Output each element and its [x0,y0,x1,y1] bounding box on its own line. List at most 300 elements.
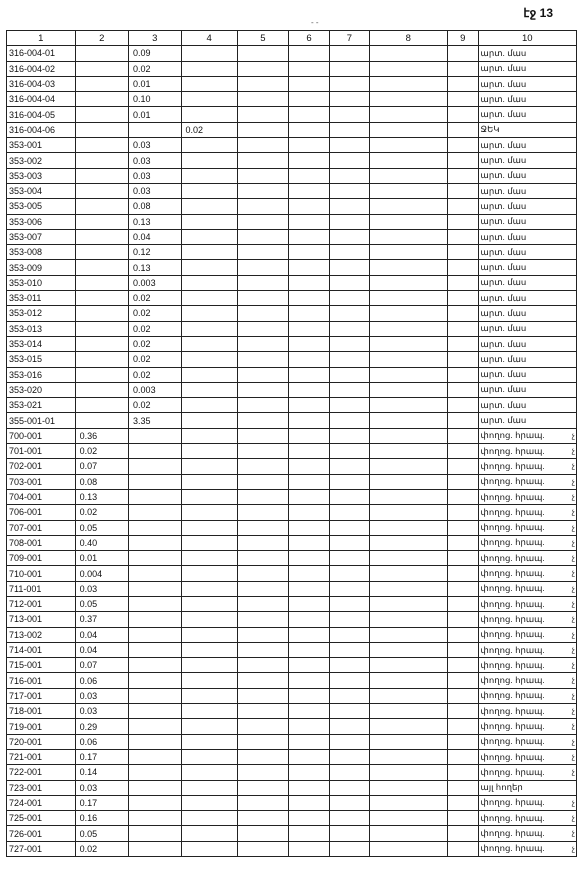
cell-col-1: 710-001 [7,566,76,581]
cell-col-9 [448,321,479,336]
cell-col-1: 353-008 [7,245,76,260]
cell-col-4 [181,474,237,489]
cell-col-10: փողոց. հրապ. [478,673,576,688]
cell-col-2 [75,352,128,367]
cell-col-8 [369,749,447,764]
column-header-4: 4 [181,31,237,46]
cell-col-2 [75,367,128,382]
cell-col-6 [288,275,329,290]
margin-mark: չ [571,553,575,562]
cell-col-1: 316-004-06 [7,122,76,137]
cell-col-1: 722-001 [7,765,76,780]
cell-col-2: 0.01 [75,551,128,566]
cell-col-8 [369,596,447,611]
cell-col-10: փողոց. հրապ. [478,474,576,489]
cell-col-3: 0.13 [129,214,181,229]
cell-col-1: 702-001 [7,459,76,474]
cell-col-7 [330,551,369,566]
cell-col-2 [75,336,128,351]
cell-col-4 [181,398,237,413]
cell-col-2: 0.03 [75,688,128,703]
cell-col-1: 700-001 [7,428,76,443]
cell-col-6 [288,46,329,61]
cell-col-4 [181,841,237,856]
cell-col-6 [288,321,329,336]
cell-col-9 [448,153,479,168]
cell-col-6 [288,459,329,474]
column-header-8: 8 [369,31,447,46]
margin-mark: չ [571,798,575,807]
cell-col-3 [129,428,181,443]
cell-col-1: 717-001 [7,688,76,703]
column-header-3: 3 [129,31,181,46]
cell-col-7 [330,520,369,535]
cell-col-6 [288,749,329,764]
cell-col-3: 0.08 [129,199,181,214]
table-header-row [7,31,577,46]
cell-col-2: 0.40 [75,535,128,550]
cell-col-6 [288,138,329,153]
cell-col-6 [288,92,329,107]
cell-col-5 [237,76,288,91]
cell-col-7 [330,673,369,688]
cell-col-5 [237,183,288,198]
cell-col-5 [237,566,288,581]
column-header-6: 6 [288,31,329,46]
cell-col-7 [330,444,369,459]
cell-col-4 [181,658,237,673]
cell-col-4 [181,336,237,351]
cell-col-1: 707-001 [7,520,76,535]
margin-mark: չ [571,813,575,822]
cell-col-8 [369,336,447,351]
cell-col-2: 0.14 [75,765,128,780]
cell-col-5 [237,719,288,734]
cell-col-4 [181,459,237,474]
cell-col-4 [181,505,237,520]
cell-col-10: փողոց. հրապ. [478,841,576,856]
cell-col-8 [369,765,447,780]
cell-col-9 [448,811,479,826]
margin-mark: չ [571,844,575,853]
cell-col-7 [330,612,369,627]
table-row [7,260,577,275]
cell-col-3 [129,581,181,596]
cell-col-1: 703-001 [7,474,76,489]
cell-col-2 [75,382,128,397]
cell-col-8 [369,260,447,275]
table-row [7,505,577,520]
cell-col-3: 0.02 [129,398,181,413]
cell-col-2: 0.02 [75,444,128,459]
cell-col-2: 0.13 [75,489,128,504]
cell-col-9 [448,444,479,459]
cell-col-4 [181,551,237,566]
cell-col-4 [181,107,237,122]
cell-col-5 [237,749,288,764]
table-row [7,352,577,367]
cell-col-10: արտ. մաս [478,260,576,275]
cell-col-2 [75,321,128,336]
cell-col-8 [369,658,447,673]
cell-col-3 [129,688,181,703]
cell-col-5 [237,321,288,336]
cell-col-8 [369,367,447,382]
cell-col-9 [448,826,479,841]
cell-col-8 [369,826,447,841]
cell-col-4 [181,566,237,581]
cell-col-10: փողոց. հրապ. [478,520,576,535]
cell-col-5 [237,581,288,596]
cell-col-7 [330,229,369,244]
cell-col-10: արտ. մաս [478,321,576,336]
cell-col-6 [288,811,329,826]
table-row [7,581,577,596]
cell-col-1: 709-001 [7,551,76,566]
cell-col-5 [237,658,288,673]
table-row [7,489,577,504]
cell-col-10: արտ. մաս [478,76,576,91]
cell-col-10: արտ. մաս [478,245,576,260]
cell-col-3 [129,122,181,137]
cell-col-5 [237,336,288,351]
cell-col-4 [181,749,237,764]
cell-col-7 [330,658,369,673]
cell-col-8 [369,704,447,719]
cell-col-9 [448,92,479,107]
cell-col-8 [369,780,447,795]
cell-col-9 [448,505,479,520]
cell-col-3: 0.01 [129,76,181,91]
cell-col-10: արտ. մաս [478,138,576,153]
cell-col-10: փողոց. հրապ. [478,505,576,520]
cell-col-9 [448,749,479,764]
table-row [7,229,577,244]
table-row [7,658,577,673]
cell-col-1: 316-004-01 [7,46,76,61]
cell-col-6 [288,627,329,642]
cell-col-5 [237,734,288,749]
cell-col-1: 353-006 [7,214,76,229]
cell-col-10: արտ. մաս [478,107,576,122]
cell-col-9 [448,183,479,198]
cell-col-7 [330,811,369,826]
cell-col-2 [75,168,128,183]
cell-col-3 [129,566,181,581]
cell-col-10: փողոց. հրապ. [478,795,576,810]
cell-col-6 [288,199,329,214]
cell-col-5 [237,107,288,122]
margin-mark: չ [571,645,575,654]
cell-col-3 [129,474,181,489]
cell-col-7 [330,352,369,367]
cell-col-10: փողոց. հրապ. [478,535,576,550]
cell-col-4 [181,612,237,627]
cell-col-2 [75,214,128,229]
cell-col-6 [288,841,329,856]
cell-col-6 [288,444,329,459]
margin-mark: չ [571,523,575,532]
cell-col-4 [181,367,237,382]
table-row [7,765,577,780]
cell-col-4 [181,413,237,428]
cell-col-7 [330,765,369,780]
cell-col-8 [369,46,447,61]
table-row [7,367,577,382]
cell-col-2 [75,260,128,275]
cell-col-3 [129,734,181,749]
cell-col-5 [237,780,288,795]
cell-col-1: 714-001 [7,642,76,657]
cell-col-3: 0.03 [129,168,181,183]
margin-mark: չ [571,507,575,516]
cell-col-4 [181,382,237,397]
cell-col-7 [330,780,369,795]
cell-col-5 [237,627,288,642]
cell-col-1: 719-001 [7,719,76,734]
cell-col-3 [129,505,181,520]
cell-col-6 [288,535,329,550]
cell-col-7 [330,122,369,137]
cell-col-3 [129,749,181,764]
cell-col-9 [448,107,479,122]
table-row [7,841,577,856]
cell-col-8 [369,245,447,260]
cell-col-3 [129,535,181,550]
cell-col-4 [181,673,237,688]
cell-col-4 [181,76,237,91]
cell-col-2 [75,61,128,76]
cell-col-4 [181,428,237,443]
cell-col-2: 0.05 [75,596,128,611]
margin-mark: չ [571,675,575,684]
cell-col-1: 720-001 [7,734,76,749]
cell-col-3 [129,765,181,780]
table-row [7,520,577,535]
margin-mark: չ [571,767,575,776]
cell-col-9 [448,352,479,367]
cell-col-7 [330,734,369,749]
cell-col-5 [237,841,288,856]
cell-col-10: արտ. մաս [478,92,576,107]
cell-col-10: փողոց. հրապ. [478,719,576,734]
table-row [7,459,577,474]
table-row [7,46,577,61]
cell-col-10: փողոց. հրապ. [478,551,576,566]
cell-col-8 [369,489,447,504]
cell-col-9 [448,719,479,734]
cell-col-5 [237,596,288,611]
cell-col-10: փողոց. հրապ. [478,596,576,611]
cell-col-10: արտ. մաս [478,61,576,76]
cell-col-6 [288,658,329,673]
cell-col-4 [181,260,237,275]
cell-col-4 [181,199,237,214]
cell-col-9 [448,46,479,61]
cell-col-2 [75,138,128,153]
margin-mark: չ [571,568,575,577]
cell-col-5 [237,428,288,443]
cell-col-10: արտ. մաս [478,46,576,61]
cell-col-4 [181,780,237,795]
cell-col-9 [448,581,479,596]
cell-col-2 [75,76,128,91]
cell-col-10: փողոց. հրապ. [478,627,576,642]
cell-col-5 [237,795,288,810]
cell-col-9 [448,551,479,566]
cell-col-7 [330,627,369,642]
table-row [7,107,577,122]
margin-mark: չ [571,492,575,501]
cell-col-10: փողոց. հրապ. [478,811,576,826]
table-row [7,291,577,306]
cell-col-2 [75,92,128,107]
cell-col-6 [288,398,329,413]
cell-col-4 [181,229,237,244]
cell-col-8 [369,673,447,688]
cell-col-10: արտ. մաս [478,382,576,397]
cell-col-5 [237,535,288,550]
cell-col-7 [330,596,369,611]
cell-col-5 [237,612,288,627]
table-row [7,92,577,107]
cell-col-8 [369,61,447,76]
cell-col-3: 0.02 [129,291,181,306]
cell-col-1: 353-005 [7,199,76,214]
cell-col-9 [448,245,479,260]
cell-col-5 [237,46,288,61]
cell-col-6 [288,122,329,137]
table-row [7,306,577,321]
cell-col-2 [75,107,128,122]
margin-mark: չ [571,828,575,837]
cell-col-9 [448,291,479,306]
cell-col-7 [330,260,369,275]
cell-col-1: 316-004-02 [7,61,76,76]
cell-col-5 [237,229,288,244]
cell-col-3 [129,826,181,841]
cell-col-7 [330,566,369,581]
cell-col-9 [448,489,479,504]
cell-col-3: 0.09 [129,46,181,61]
cell-col-3 [129,780,181,795]
cell-col-1: 353-004 [7,183,76,198]
cell-col-7 [330,168,369,183]
cell-col-7 [330,688,369,703]
cell-col-10: արտ. մաս [478,214,576,229]
cell-col-8 [369,413,447,428]
table-row [7,780,577,795]
cell-col-2 [75,183,128,198]
cell-col-4 [181,811,237,826]
cell-col-1: 726-001 [7,826,76,841]
cell-col-9 [448,765,479,780]
cell-col-2 [75,245,128,260]
cell-col-8 [369,612,447,627]
page-number-label: էջ 13 [523,6,553,20]
cell-col-9 [448,382,479,397]
cell-col-4 [181,489,237,504]
table-row [7,275,577,290]
cell-col-7 [330,107,369,122]
cell-col-8 [369,153,447,168]
cell-col-9 [448,428,479,443]
cell-col-3 [129,459,181,474]
cell-col-6 [288,780,329,795]
cell-col-3 [129,489,181,504]
cell-col-5 [237,275,288,290]
cell-col-2 [75,153,128,168]
cell-col-4 [181,535,237,550]
cell-col-3 [129,811,181,826]
cell-col-5 [237,398,288,413]
cell-col-5 [237,92,288,107]
cell-col-1: 701-001 [7,444,76,459]
cell-col-6 [288,704,329,719]
cell-col-7 [330,704,369,719]
cell-col-8 [369,92,447,107]
cell-col-6 [288,520,329,535]
table-row [7,688,577,703]
table-row [7,76,577,91]
margin-mark: չ [571,630,575,639]
cell-col-2 [75,229,128,244]
cell-col-3: 3.35 [129,413,181,428]
cell-col-4 [181,765,237,780]
cell-col-5 [237,199,288,214]
cell-col-1: 706-001 [7,505,76,520]
cell-col-3 [129,596,181,611]
cell-col-8 [369,275,447,290]
cell-col-9 [448,367,479,382]
cell-col-3 [129,704,181,719]
cell-col-1: 715-001 [7,658,76,673]
column-header-2: 2 [75,31,128,46]
table-row [7,811,577,826]
table-row [7,566,577,581]
cell-col-6 [288,229,329,244]
cell-col-6 [288,260,329,275]
column-header-1: 1 [7,31,76,46]
cell-col-1: 353-011 [7,291,76,306]
cell-col-6 [288,336,329,351]
cell-col-5 [237,459,288,474]
cell-col-7 [330,76,369,91]
cell-col-4 [181,245,237,260]
cell-col-1: 704-001 [7,489,76,504]
cell-col-6 [288,245,329,260]
cell-col-10: փողոց. հրապ. [478,566,576,581]
cell-col-5 [237,413,288,428]
cell-col-8 [369,474,447,489]
cell-col-3 [129,612,181,627]
cell-col-8 [369,535,447,550]
cell-col-5 [237,367,288,382]
table-row [7,413,577,428]
cell-col-1: 353-010 [7,275,76,290]
cell-col-5 [237,642,288,657]
cell-col-5 [237,382,288,397]
cell-col-8 [369,291,447,306]
cell-col-10: արտ. մաս [478,398,576,413]
table-row [7,122,577,137]
cell-col-4 [181,795,237,810]
cell-col-3: 0.02 [129,306,181,321]
table-row [7,321,577,336]
cell-col-9 [448,627,479,642]
cell-col-2 [75,275,128,290]
table-row [7,749,577,764]
